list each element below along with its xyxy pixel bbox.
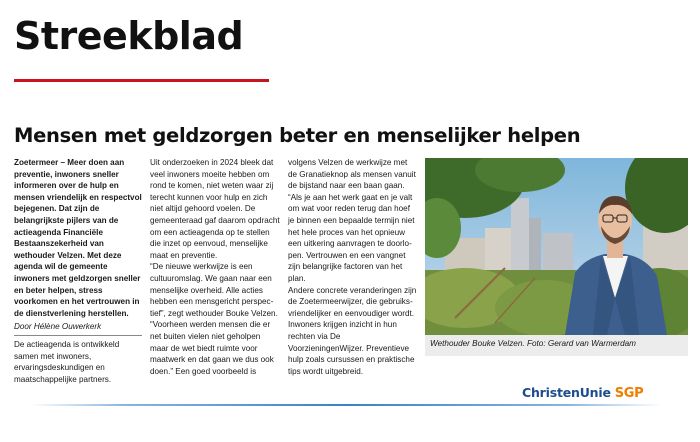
article-paragraph: volgens Velzen de werkwijze met de Granatieknop als mensen vanuit de bijstand naar een baan gaan. “Als je aan het werk gaat en je valt om wat voor reden terug dan hoef je binnen een bepaalde termijn niet het hele proces van het opnieuw een uitkering aanvragen te doorlopen. Vertrouwen en een vangnet zijn belangrijke factoren van het plan.: [288, 158, 416, 283]
article-headline: Mensen met geldzorgen beter en menselijker helpen: [14, 124, 581, 147]
party-logo: [522, 382, 643, 401]
article-photo: [425, 158, 688, 335]
byline-divider: [14, 335, 142, 336]
photo-caption-box: [425, 335, 688, 356]
article-paragraph: Andere concrete veranderingen zijn de Zoetermeerwijzer, die gebruiksvriendelijker en eenvoudiger wordt. Inwoners krijgen inzicht in hun rechten via De VoorzieningenWijzer. Preventieve hulp zoals cursussen en praktische tips wordt uitgebreid.: [288, 285, 417, 376]
article-column-2: [150, 157, 280, 377]
masthead-rule: [14, 79, 269, 82]
photo-illustration: [425, 158, 688, 335]
article-paragraph: De actieagenda is ontwikkeld samen met inwoners, ervaringsdeskundigen en maatschappelijke partners.: [14, 339, 120, 384]
logo-sgp-text: SGP: [614, 386, 644, 401]
article-paragraph: Uit onderzoeken in 2024 bleek dat veel inwoners moeite hebben om rond te komen, niet weten waar zij terecht kunnen voor hulp en zich niet altijd gehoord voelen. De gemeenteraad gaf daarom opdracht om een actieagenda op te stellen die inzet op eenvoud, menselijke maat en preventie.: [150, 158, 280, 260]
photo-caption: Wethouder Bouke Velzen. Foto: Gerard van Warmerdam: [430, 339, 636, 348]
footer-rule: [30, 404, 662, 406]
article-lead: Zoetermeer – Meer doen aan preventie, inwoners sneller informeren over de hulp en mensen vriendelijk en respectvol bejegenen. Dat zijn de belangrijkste pijlers van de actieagenda Financiële Bestaanszekerheid van wethouder Velzen. Met deze agenda wil de gemeente inwoners met geldzorgen sneller en beter helpen, stress voorkomen en het vertrouwen in de dienstverlening herstellen.: [14, 158, 142, 318]
article-column-1: [14, 157, 142, 385]
masthead-title: Streekblad: [14, 14, 244, 58]
article-byline: Door Hélène Ouwerkerk: [14, 322, 102, 332]
article-column-3: [288, 157, 418, 377]
logo-christenunie-text: ChristenUnie: [522, 385, 611, 400]
article-paragraph: “De nieuwe werkwijze is een cultuuromslag. We gaan naar een menselijke overheid. Alle acties hebben een mensgericht perspectief”, zegt wethouder Bouke Velzen. “Voorheen werden mensen die er net buiten vielen niet geholpen maar de wet biedt ruimte voor maatwerk en dat gaan we dus ook doen.” Een goed voorbeeld is: [150, 262, 278, 376]
